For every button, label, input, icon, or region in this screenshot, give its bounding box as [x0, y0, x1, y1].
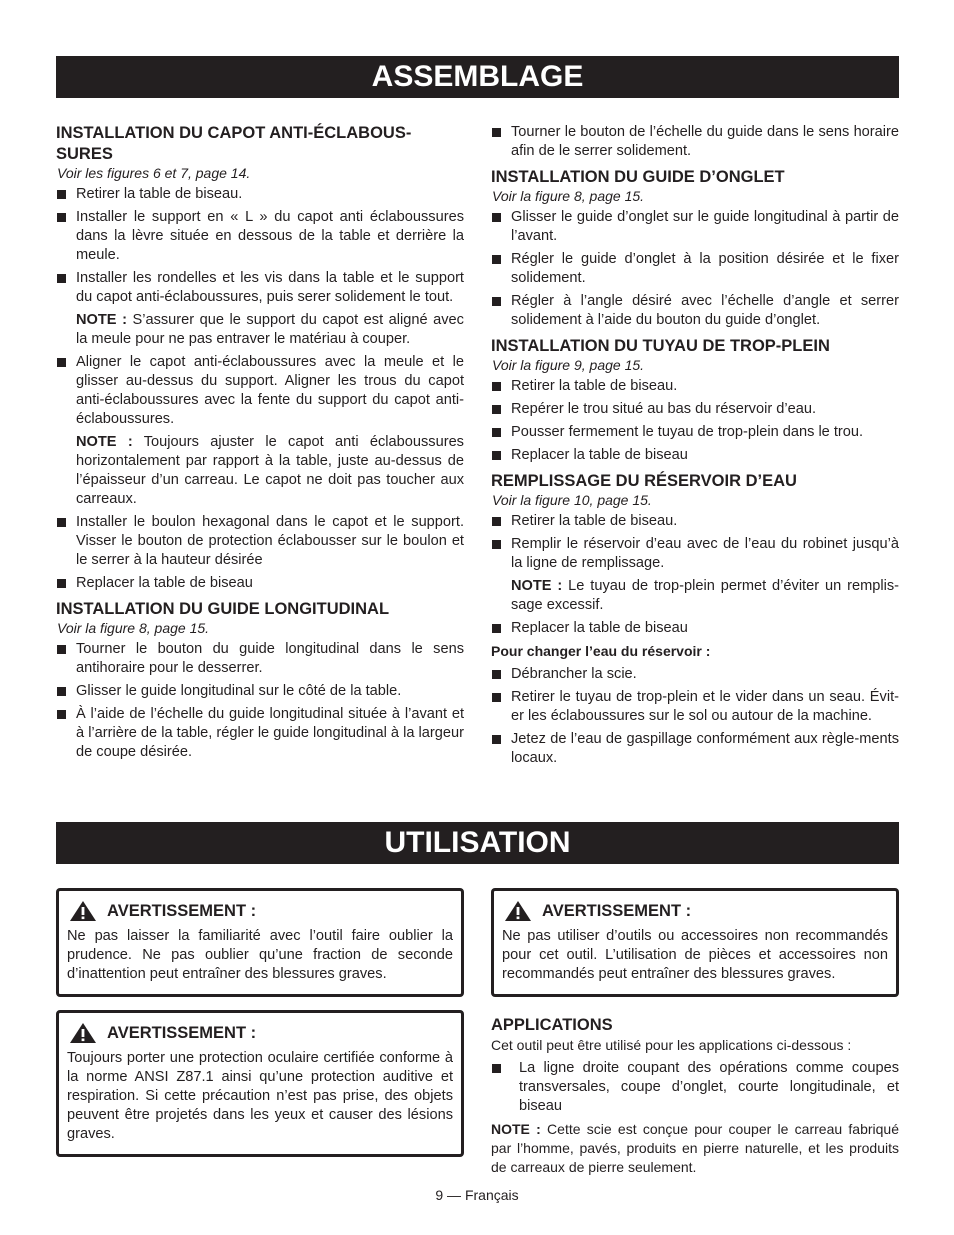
warning-text: Ne pas laisser la familiarité avec l’outil faire oublier la prudence. Ne pas oublier qu’une fraction de seconde d’inattention peut entraîner des blessures graves. — [67, 928, 453, 982]
applications-note: NOTE : Cette scie est conçue pour couper le carreau fabriqué par l’homme, pavés, produits en pierre naturelle, et les produits de carreaux de pierre seulement. — [491, 1121, 899, 1175]
page-footer: 9 — Français — [435, 1187, 519, 1203]
assemblage-banner: ASSEMBLAGE — [56, 56, 899, 98]
warning-header — [67, 1021, 453, 1045]
list-item: Retirer le tuyau de trop-plein et le vider dans un seau. Évit-er les éclaboussures sur le sol ou autour de la machine. — [491, 688, 899, 726]
warning-label: AVERTISSEMENT : — [107, 1023, 257, 1042]
list-item: Installer le support en « L » du capot anti éclaboussures dans la lèvre située en dessous de la table et derrière la meule. — [56, 208, 464, 265]
list-item: Replacer la table de biseau — [491, 446, 899, 465]
capot-heading: INSTALLATION DU CAPOT ANTI-ÉCLABOUS-SURES — [56, 124, 412, 163]
list-item: Glisser le guide longitudinal sur le côté de la table. — [56, 682, 464, 701]
warning-triangle-icon — [504, 900, 532, 922]
reservoir-heading: REMPLISSAGE DU RÉSERVOIR D’EAU — [491, 472, 797, 490]
onglet-list — [491, 208, 899, 330]
onglet-heading: INSTALLATION DU GUIDE D’ONGLET — [491, 168, 785, 186]
list-item: Remplir le réservoir d’eau avec de l’eau du robinet jusqu’à la ligne de remplissage. — [491, 535, 899, 573]
longitudinal-list-cont — [491, 123, 899, 161]
list-item: Régler le guide d’onglet à la position désirée et le fixer solidement. — [491, 250, 899, 288]
reservoir-list-2 — [491, 619, 899, 638]
reservoir-ref: Voir la figure 10, page 15. — [492, 492, 652, 508]
utilisation-right-column — [491, 888, 899, 1181]
warning-box-1 — [56, 888, 464, 997]
list-item: Retirer la table de biseau. — [491, 377, 899, 396]
applications-list — [491, 1059, 899, 1116]
list-item: Replacer la table de biseau — [56, 574, 464, 593]
applications-heading: APPLICATIONS — [491, 1016, 613, 1034]
list-item: Régler à l’angle désiré avec l’échelle d’angle et serrer solidement à l’aide du bouton du guide d’onglet. — [491, 292, 899, 330]
longitudinal-heading: INSTALLATION DU GUIDE LONGITUDINAL — [56, 600, 390, 618]
reservoir-note: NOTE : Le tuyau de trop-plein permet d’éviter un remplis-sage excessif. — [511, 578, 899, 613]
list-item: Pousser fermement le tuyau de trop-plein dans le trou. — [491, 423, 899, 442]
list-item: Retirer la table de biseau. — [56, 185, 464, 204]
assemblage-left-column — [56, 123, 464, 766]
longitudinal-ref: Voir la figure 8, page 15. — [57, 620, 210, 636]
capot-list-2 — [56, 353, 464, 429]
tuyau-list — [491, 377, 899, 465]
applications-intro: Cet outil peut être utilisé pour les applications ci-dessous : — [491, 1037, 852, 1053]
change-water-list — [491, 665, 899, 768]
list-item: Aligner le capot anti-éclaboussures avec la meule et le glisser au-dessus du support. Aligner les trous du capot anti-éclaboussures avec la fente du support du capot anti-éclaboussures. — [56, 353, 464, 429]
warning-header — [67, 899, 453, 923]
utilisation-banner: UTILISATION — [56, 822, 899, 864]
tuyau-heading: INSTALLATION DU TUYAU DE TROP-PLEIN — [491, 337, 830, 355]
utilisation-left-column — [56, 888, 464, 1157]
onglet-ref: Voir la figure 8, page 15. — [492, 188, 645, 204]
warning-header — [502, 899, 888, 923]
list-item: Tourner le bouton du guide longitudinal dans le sens antihoraire pour le desserrer. — [56, 640, 464, 678]
warning-triangle-icon — [69, 900, 97, 922]
longitudinal-list — [56, 640, 464, 762]
list-item: Installer les rondelles et les vis dans la table et le support du capot anti-éclaboussures, puis serer solidement le tout. — [56, 269, 464, 307]
list-item: Replacer la table de biseau — [491, 619, 899, 638]
change-water-heading: Pour changer l’eau du réservoir : — [491, 643, 711, 659]
list-item: Repérer le trou situé au bas du réservoir d’eau. — [491, 400, 899, 419]
list-item: Retirer la table de biseau. — [491, 512, 899, 531]
warning-text: Ne pas utiliser d’outils ou accessoires non recommandés pour cet outil. L’utilisation de pièces et accessoires non recommandés peut entraîner des blessures graves. — [502, 928, 888, 982]
warning-box-2 — [56, 1010, 464, 1157]
list-item: Jetez de l’eau de gaspillage conformément aux règle-ments locaux. — [491, 730, 899, 768]
warning-box-3 — [491, 888, 899, 997]
tuyau-ref: Voir la figure 9, page 15. — [492, 357, 645, 373]
list-item: Tourner le bouton de l’échelle du guide dans le sens horaire afin de le serrer solidement. — [491, 123, 899, 161]
warning-triangle-icon — [69, 1022, 97, 1044]
list-item: Installer le boulon hexagonal dans le capot et le support. Visser le bouton de protection éclabousser sur le boulon et le serrer à la hauteur désirée — [56, 513, 464, 570]
warning-text: Toujours porter une protection oculaire certifiée conforme à la norme ANSI Z87.1 ainsi qu’une protection auditive et respiration. Si cette précaution n’est pas prise, des objets peuvent être projetés dans les yeux et causer des lésions graves. — [67, 1050, 453, 1142]
list-item: Débrancher la scie. — [491, 665, 899, 684]
list-item: La ligne droite coupant des opérations comme coupes transversales, coupe d’onglet, courte longitudinale, et biseau — [491, 1059, 899, 1116]
warning-label: AVERTISSEMENT : — [107, 901, 257, 920]
capot-list-3 — [56, 513, 464, 593]
list-item: À l’aide de l’échelle du guide longitudinal située à l’avant et à l’arrière de la table, régler le guide longitudinal à la largeur de coupe désirée. — [56, 705, 464, 762]
capot-list — [56, 185, 464, 307]
capot-ref: Voir les figures 6 et 7, page 14. — [57, 165, 251, 181]
reservoir-list — [491, 512, 899, 573]
assemblage-right-column — [491, 123, 899, 772]
capot-note-1: NOTE : S’assurer que le support du capot est aligné avec la meule pour ne pas entraver le matériau à couper. — [76, 312, 464, 347]
warning-label: AVERTISSEMENT : — [542, 901, 692, 920]
list-item: Glisser le guide d’onglet sur le guide longitudinal à partir de l’avant. — [491, 208, 899, 246]
capot-note-2: NOTE : Toujours ajuster le capot anti éclaboussures horizontalement par rapport à la table, juste au-dessus de l’épaisseur d’un carreau. Le capot ne doit pas toucher aux carreaux. — [76, 434, 464, 507]
